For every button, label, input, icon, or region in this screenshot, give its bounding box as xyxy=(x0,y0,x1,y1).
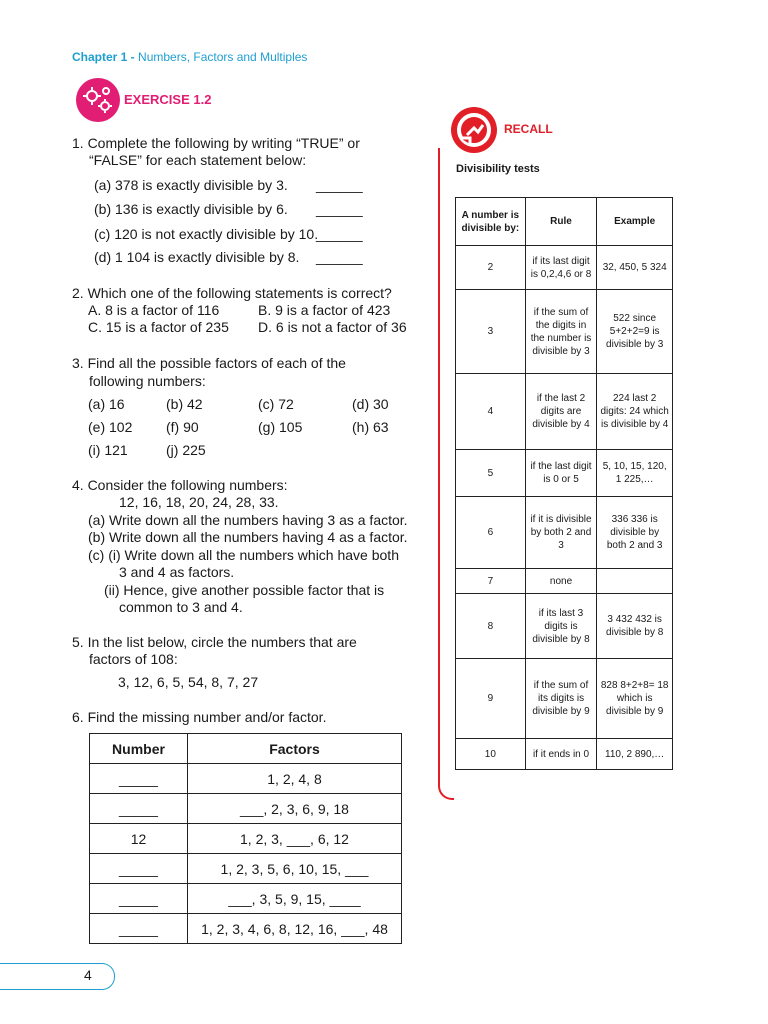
divisibility-title: Divisibility tests xyxy=(456,163,540,175)
table-row xyxy=(90,764,402,794)
rule-cell: if the last digit is 0 or 5 xyxy=(525,450,597,497)
q1-item-d: (d) 1 104 is exactly divisible by 8. xyxy=(94,249,300,265)
q1-item-b: (b) 136 is exactly divisible by 6. xyxy=(94,201,288,217)
q6-stem: 6. Find the missing number and/or factor. xyxy=(72,709,327,725)
q4-part-c-ii-cont: common to 3 and 4. xyxy=(119,599,243,615)
q1-line1: 1. Complete the following by writing “TRUE” or xyxy=(72,135,360,151)
q3-item: (g) 105 xyxy=(258,419,303,435)
number-cell: 12 xyxy=(90,824,188,854)
divisor-cell: 5 xyxy=(456,450,526,497)
example-cell: 32, 450, 5 324 xyxy=(597,246,673,290)
recall-title: RECALL xyxy=(504,122,553,136)
rule-cell: if the sum of the digits in the number is divisible by 3 xyxy=(525,290,597,374)
table-row xyxy=(456,594,673,659)
table-row xyxy=(456,659,673,739)
q3-item: (a) 16 xyxy=(88,396,125,412)
table-row xyxy=(456,739,673,770)
q5-line2: factors of 108: xyxy=(89,651,178,667)
example-cell: 828 8+2+8= 18 which is divisible by 9 xyxy=(597,659,673,739)
table-row xyxy=(90,914,402,944)
rule-cell: if its last 3 digits is divisible by 8 xyxy=(525,594,597,659)
rule-cell: if it ends in 0 xyxy=(525,739,597,770)
q3-item: (b) 42 xyxy=(166,396,203,412)
factors-cell: 1, 2, 3, 4, 6, 8, 12, 16, ___, 48 xyxy=(188,914,402,944)
example-cell: 224 last 2 digits: 24 which is divisible by 4 xyxy=(597,374,673,450)
divisor-cell: 6 xyxy=(456,497,526,569)
factors-cell: 1, 2, 4, 8 xyxy=(188,764,402,794)
example-cell: 3 432 432 is divisible by 8 xyxy=(597,594,673,659)
divisor-cell: 10 xyxy=(456,739,526,770)
example-cell: 336 336 is divisible by both 2 and 3 xyxy=(597,497,673,569)
recall-icon xyxy=(450,106,498,154)
number-cell: _____ xyxy=(90,854,188,884)
q4-stem: 4. Consider the following numbers: xyxy=(72,477,288,493)
q3-line1: 3. Find all the possible factors of each of the xyxy=(72,355,346,371)
q3-line2: following numbers: xyxy=(89,373,206,389)
table-header-row xyxy=(90,734,402,764)
q3-item: (f) 90 xyxy=(166,419,199,435)
answer-blank: ______ xyxy=(316,249,363,265)
column-header: Number xyxy=(90,734,188,764)
rule-cell: if its last digit is 0,2,4,6 or 8 xyxy=(525,246,597,290)
q3-item: (d) 30 xyxy=(352,396,389,412)
recall-bracket-line xyxy=(438,148,454,800)
example-cell: 522 since 5+2+2=9 is divisible by 3 xyxy=(597,290,673,374)
table-row xyxy=(90,854,402,884)
q2-stem: 2. Which one of the following statements is correct? xyxy=(72,285,392,301)
answer-blank: ______ xyxy=(316,201,363,217)
column-header: Rule xyxy=(525,198,597,246)
q2-option-d: D. 6 is not a factor of 36 xyxy=(258,319,407,335)
answer-blank: ______ xyxy=(316,226,363,242)
q1-line2: “FALSE” for each statement below: xyxy=(89,152,307,168)
divisor-cell: 7 xyxy=(456,569,526,594)
number-cell: _____ xyxy=(90,794,188,824)
table-row xyxy=(456,569,673,594)
exercise-title: EXERCISE 1.2 xyxy=(124,92,212,107)
number-cell: _____ xyxy=(90,914,188,944)
q3-item: (h) 63 xyxy=(352,419,389,435)
q4-part-a: (a) Write down all the numbers having 3 as a factor. xyxy=(88,512,408,528)
page-number-tab xyxy=(0,963,115,990)
divisor-cell: 9 xyxy=(456,659,526,739)
example-cell: 5, 10, 15, 120, 1 225,… xyxy=(597,450,673,497)
page-number: 4 xyxy=(84,967,92,983)
q4-part-c-ii: (ii) Hence, give another possible factor that is xyxy=(104,582,385,598)
chapter-heading: Chapter 1 - Numbers, Factors and Multiples xyxy=(72,50,308,64)
rule-cell: none xyxy=(525,569,597,594)
example-cell xyxy=(597,569,673,594)
divisor-cell: 4 xyxy=(456,374,526,450)
divisor-cell: 3 xyxy=(456,290,526,374)
q2-option-b: B. 9 is a factor of 423 xyxy=(258,302,391,318)
table-row xyxy=(456,450,673,497)
divisibility-table xyxy=(455,197,673,770)
q4-part-c-i: (c) (i) Write down all the numbers which have both xyxy=(88,547,399,563)
rule-cell: if it is divisible by both 2 and 3 xyxy=(525,497,597,569)
q3-item: (c) 72 xyxy=(258,396,294,412)
factors-cell: ___, 2, 3, 6, 9, 18 xyxy=(188,794,402,824)
rule-cell: if the last 2 digits are divisible by 4 xyxy=(525,374,597,450)
q3-item: (e) 102 xyxy=(88,419,133,435)
factors-table xyxy=(89,733,402,944)
answer-blank: ______ xyxy=(316,177,363,193)
rule-cell: if the sum of its digits is divisible by 9 xyxy=(525,659,597,739)
q1-item-a: (a) 378 is exactly divisible by 3. xyxy=(94,177,288,193)
number-cell: _____ xyxy=(90,764,188,794)
table-row xyxy=(90,824,402,854)
gears-icon xyxy=(72,78,124,122)
column-header: A number is divisible by: xyxy=(456,198,526,246)
divisor-cell: 8 xyxy=(456,594,526,659)
factors-cell: 1, 2, 3, 5, 6, 10, 15, ___ xyxy=(188,854,402,884)
table-row xyxy=(456,290,673,374)
column-header: Example xyxy=(597,198,673,246)
table-row xyxy=(456,246,673,290)
q3-item: (i) 121 xyxy=(88,442,128,458)
table-row xyxy=(90,884,402,914)
q4-numbers: 12, 16, 18, 20, 24, 28, 33. xyxy=(119,494,279,510)
factors-cell: 1, 2, 3, ___, 6, 12 xyxy=(188,824,402,854)
table-row xyxy=(90,794,402,824)
table-row xyxy=(456,497,673,569)
divisor-cell: 2 xyxy=(456,246,526,290)
q4-part-c-i-cont: 3 and 4 as factors. xyxy=(119,564,235,580)
q3-item: (j) 225 xyxy=(166,442,206,458)
q2-option-c: C. 15 is a factor of 235 xyxy=(88,319,229,335)
factors-cell: ___, 3, 5, 9, 15, ____ xyxy=(188,884,402,914)
q2-option-a: A. 8 is a factor of 116 xyxy=(88,302,220,318)
q4-part-b: (b) Write down all the numbers having 4 as a factor. xyxy=(88,529,408,545)
q5-numbers: 3, 12, 6, 5, 54, 8, 7, 27 xyxy=(118,674,259,690)
q1-item-c: (c) 120 is not exactly divisible by 10. xyxy=(94,226,319,242)
number-cell: _____ xyxy=(90,884,188,914)
table-row xyxy=(456,374,673,450)
table-header-row xyxy=(456,198,673,246)
column-header: Factors xyxy=(188,734,402,764)
example-cell: 110, 2 890,… xyxy=(597,739,673,770)
q5-line1: 5. In the list below, circle the numbers that are xyxy=(72,634,357,650)
